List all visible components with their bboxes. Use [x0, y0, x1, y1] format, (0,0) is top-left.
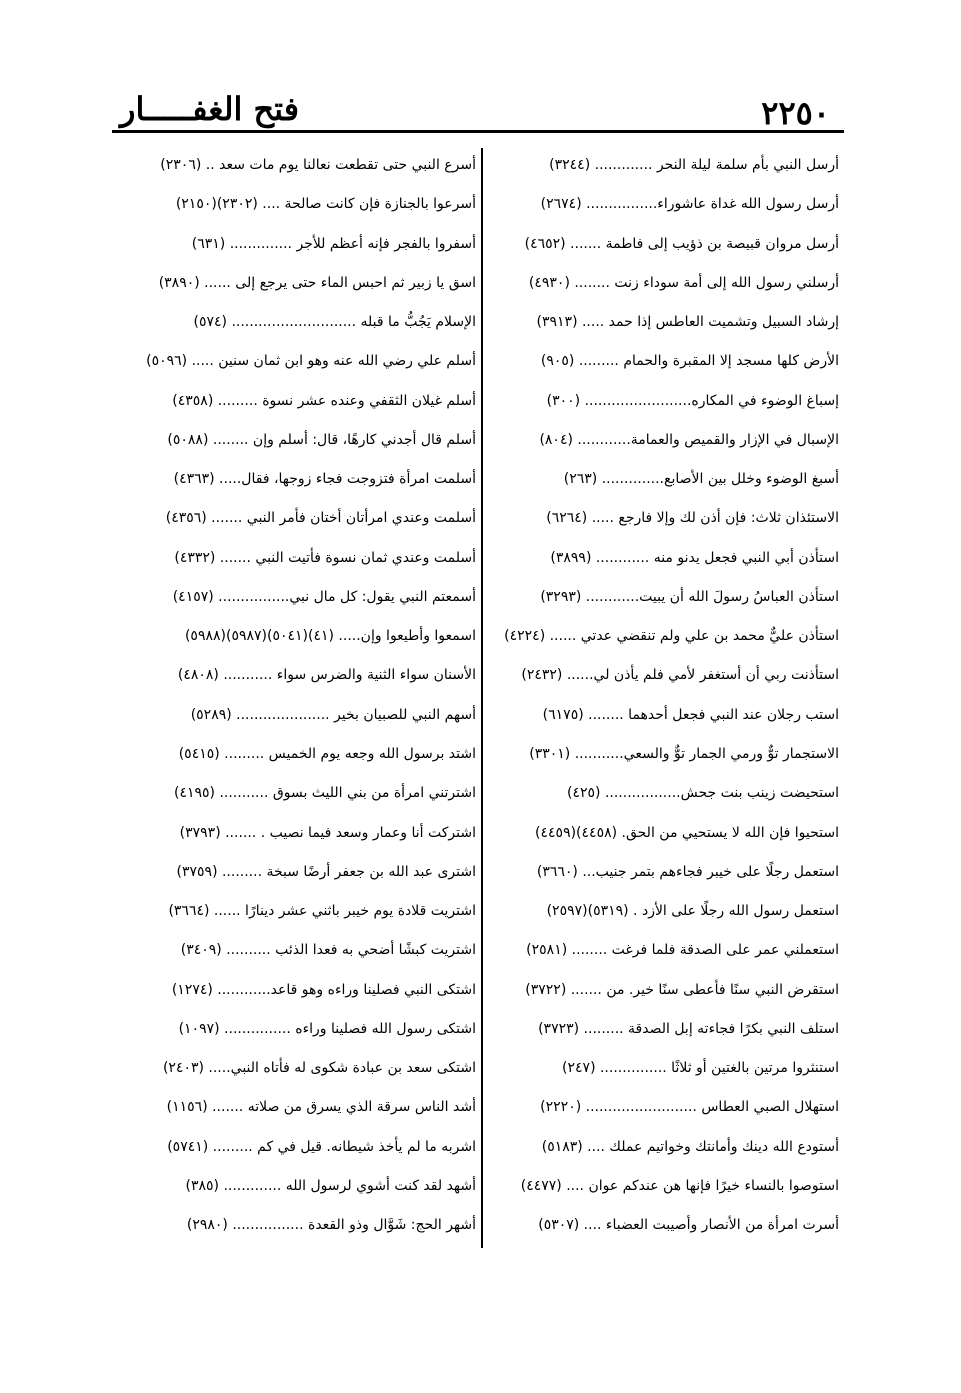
- index-column-left: [116, 146, 476, 1246]
- index-entry: استلف النبي بكرًا فجاءته إبل الصدقة ......... (٣٧٢٣): [538, 1020, 839, 1037]
- index-entry: استهلال الصبي العطاس ......................... (٢٢٢٠): [540, 1099, 839, 1116]
- index-entry: استأذن عليٌّ محمد بن علي ولم تنقضي عدتي ...... (٤٢٢٤): [504, 628, 839, 645]
- index-entry: الأرض كلها مسجد إلا المقبرة والحمام ......... (٩٠٥): [540, 353, 839, 370]
- index-entry: أرسلني رسول الله إلى أمة سوداء زنت ........ (٤٩٣٠): [528, 274, 839, 291]
- index-entry: اشتد برسول الله وجعه يوم الخميس ......... (٥٤١٥): [178, 745, 476, 762]
- index-entry: أرسل النبي بأم سلمة ليلة النحر ............. (٣٢٤٤): [549, 157, 839, 173]
- index-entry: اشتريت كبشًا أضحي به فعدا الذئب .......... (٣٤٠٩): [180, 942, 476, 959]
- index-entry: أسلم قال أجدني كارهًا، قال: أسلم وإن ........ (٥٠٨٨): [167, 431, 476, 448]
- index-entry: استعملني عمر على الصدقة فلما فرغت ........ (٢٥٨١): [526, 942, 839, 959]
- index-entry: أسرت امرأة من الأنصار وأصيبت العضباء .... (٥٣٠٧): [538, 1217, 839, 1234]
- index-entry: أسلمت امرأة فتزوجت فجاء زوجها، فقال..... (٤٣٦٣): [173, 471, 476, 488]
- index-entry: استعمل رجلًا على خيبر فجاءهم بتمر جنيب... (٣٦٦٠): [536, 863, 839, 880]
- index-entry: أسرعوا بالجنازة فإن كانت صالحة .... (٢٣٠٢)(٢١٥٠): [175, 196, 476, 213]
- index-entry: اشتكى سعد بن عبادة شكوى له فأتاه النبي..... (٢٤٠٣): [162, 1060, 476, 1077]
- index-entry: استأذن أبي النبي فجعل يدنو منه ............ (٣٨٩٩): [550, 549, 839, 566]
- page-number: ٢٢٥٠: [761, 94, 830, 132]
- index-entry: أرسل رسول الله غداة عاشوراء................ (٢٦٧٤): [540, 196, 839, 213]
- index-entry: اشتركت أنا وعمار وسعد فيما نصيب . ....... (٣٧٩٣): [179, 824, 476, 841]
- index-entry: اشتكى النبي فصلينا وراءه وهو قاعد............ (١٢٧٤): [171, 981, 476, 998]
- index-entry: اشتكى رسول الله فصلينا وراءه ............... (١٠٩٧): [178, 1020, 476, 1037]
- index-entry: أسلم علي رضي الله عنه وهو ابن ثمان سنين ..... (٥٠٩٦): [146, 353, 476, 370]
- index-entry: الإسلام يَجُبُّ ما قبله ............................ (٥٧٤): [193, 314, 476, 331]
- index-entry: اشتريت قلادة يوم خيبر باثني عشر دينارًا ...... (٣٦٦٤): [168, 903, 476, 920]
- index-entry: أسلم غيلان الثقفي وعنده عشر نسوة ......... (٤٣٥٨): [172, 392, 476, 409]
- index-entry: أسمعتم النبي يقول: كل مال نبي................ (٤١٥٧): [172, 588, 476, 605]
- index-column-right: [489, 146, 839, 1246]
- index-entry: إرشاد السبيل وتشميت العاطس إذا حمد ..... (٣٩١٣): [536, 314, 839, 331]
- index-entry: استحيوا فإن الله لا يستحيي من الحق. (٤٤٥٨)(٤٤٥٩): [535, 824, 839, 841]
- index-entry: استأذنت ربي أن أستغفر لأمي فلم يأذن لي...... (٢٤٣٢): [521, 667, 839, 684]
- index-entry: أسفروا بالفجر فإنه أعظم للأجر .............. (٦٣١): [191, 235, 476, 252]
- header-rule: [112, 130, 844, 133]
- index-entry: أستودع الله دينك وأمانتك وخواتيم عملك .... (٥١٨٣): [541, 1138, 839, 1155]
- index-entry: الأسنان سواء الثنية والضرس سواء ........... (٤٨٠٨): [177, 667, 476, 684]
- index-entry: أسرع النبي حتى تقطعت نعالنا يوم مات سعد .. (٢٣٠٦): [160, 157, 476, 173]
- index-entry: اشترتني امرأة من بني الليث بسوق ........... (٤١٩٥): [174, 785, 476, 802]
- index-entry: استحيضت زينب بنت جحش................. (٤٢٥): [567, 785, 839, 802]
- index-entry: استوصوا بالنساء خيرًا فإنها هن عندكم عوان .... (٤٤٧٧): [520, 1177, 839, 1194]
- book-title: فتح الغفـــــار: [120, 90, 300, 128]
- index-entry: استنثروا مرتين بالغتين أو ثلاثًا ............... (٢٤٧): [562, 1060, 839, 1077]
- index-entry: أسهم النبي للصبيان بخير ..................... (٥٢٨٩): [190, 706, 476, 723]
- index-entry: الاستئذان ثلاث: فإن أذن لك وإلا فارجع ..... (٦٢٦٤): [546, 510, 839, 527]
- index-entry: اشترى عبد الله بن جعفر أرضًا سبخة ......... (٣٧٥٩): [176, 863, 476, 880]
- index-entry: الاستجمار توٌّ ورمي الجمار توٌّ والسعي........... (٣٣٠١): [529, 745, 839, 762]
- index-entry: أشد الناس سرقة الذي يسرق من صلاته ....... (١١٥٦): [166, 1099, 476, 1116]
- index-entry: استقرض النبي سنًا فأعطى سنًا خير. من ....... (٣٧٢٢): [525, 981, 839, 998]
- index-entry: اسمعوا وأطيعوا وإن..... (٤١)(٥٠٤١)(٥٩٨٧)(٥٩٨٨): [184, 628, 476, 645]
- index-entry: استعمل رسول الله رجلًا على الأزد . (٥٣١٩)(٢٥٩٧): [546, 903, 839, 920]
- index-entry: الإسبال في الإزار والقميص والعمامة............ (٨٠٤): [539, 431, 839, 448]
- index-entry: أسلمت وعندي امرأتان أختان فأمر النبي ....... (٤٣٥٦): [165, 510, 476, 527]
- index-entry: اشربه ما لم يأخذ شيطانه. قيل في كم ......... (٥٧٤١): [167, 1138, 476, 1155]
- index-entry: أشهد لقد كنت أشوي لرسول الله ............. (٣٨٥): [185, 1177, 476, 1194]
- index-entry: اسق يا زبير ثم احبس الماء حتى يرجع إلى ...... (٣٨٩٠): [158, 274, 476, 291]
- index-entry: أسلمت وعندي ثمان نسوة فأتيت النبي ....... (٤٣٣٢): [174, 549, 476, 566]
- index-entry: إسباغ الوضوء في المكاره........................ (٣٠٠): [546, 392, 839, 409]
- index-entry: أسبغ الوضوء وخلل بين الأصابع.............. (٢٦٣): [563, 471, 839, 488]
- index-entry: استأذن العباسُ رسولَ الله أن يبيت............ (٣٢٩٣): [540, 588, 839, 605]
- index-entry: أشهر الحج: شَوَّال وذو القعدة ................ (٢٩٨٠): [186, 1217, 476, 1234]
- index-entry: أرسل مروان قبيصة بن ذؤيب إلى فاطمة ....... (٤٦٥٢): [524, 235, 839, 252]
- index-entry: استب رجلان عند النبي فجعل أحدهما ........ (٦١٧٥): [542, 706, 839, 723]
- column-divider: [481, 148, 483, 1248]
- page-header: [112, 78, 848, 130]
